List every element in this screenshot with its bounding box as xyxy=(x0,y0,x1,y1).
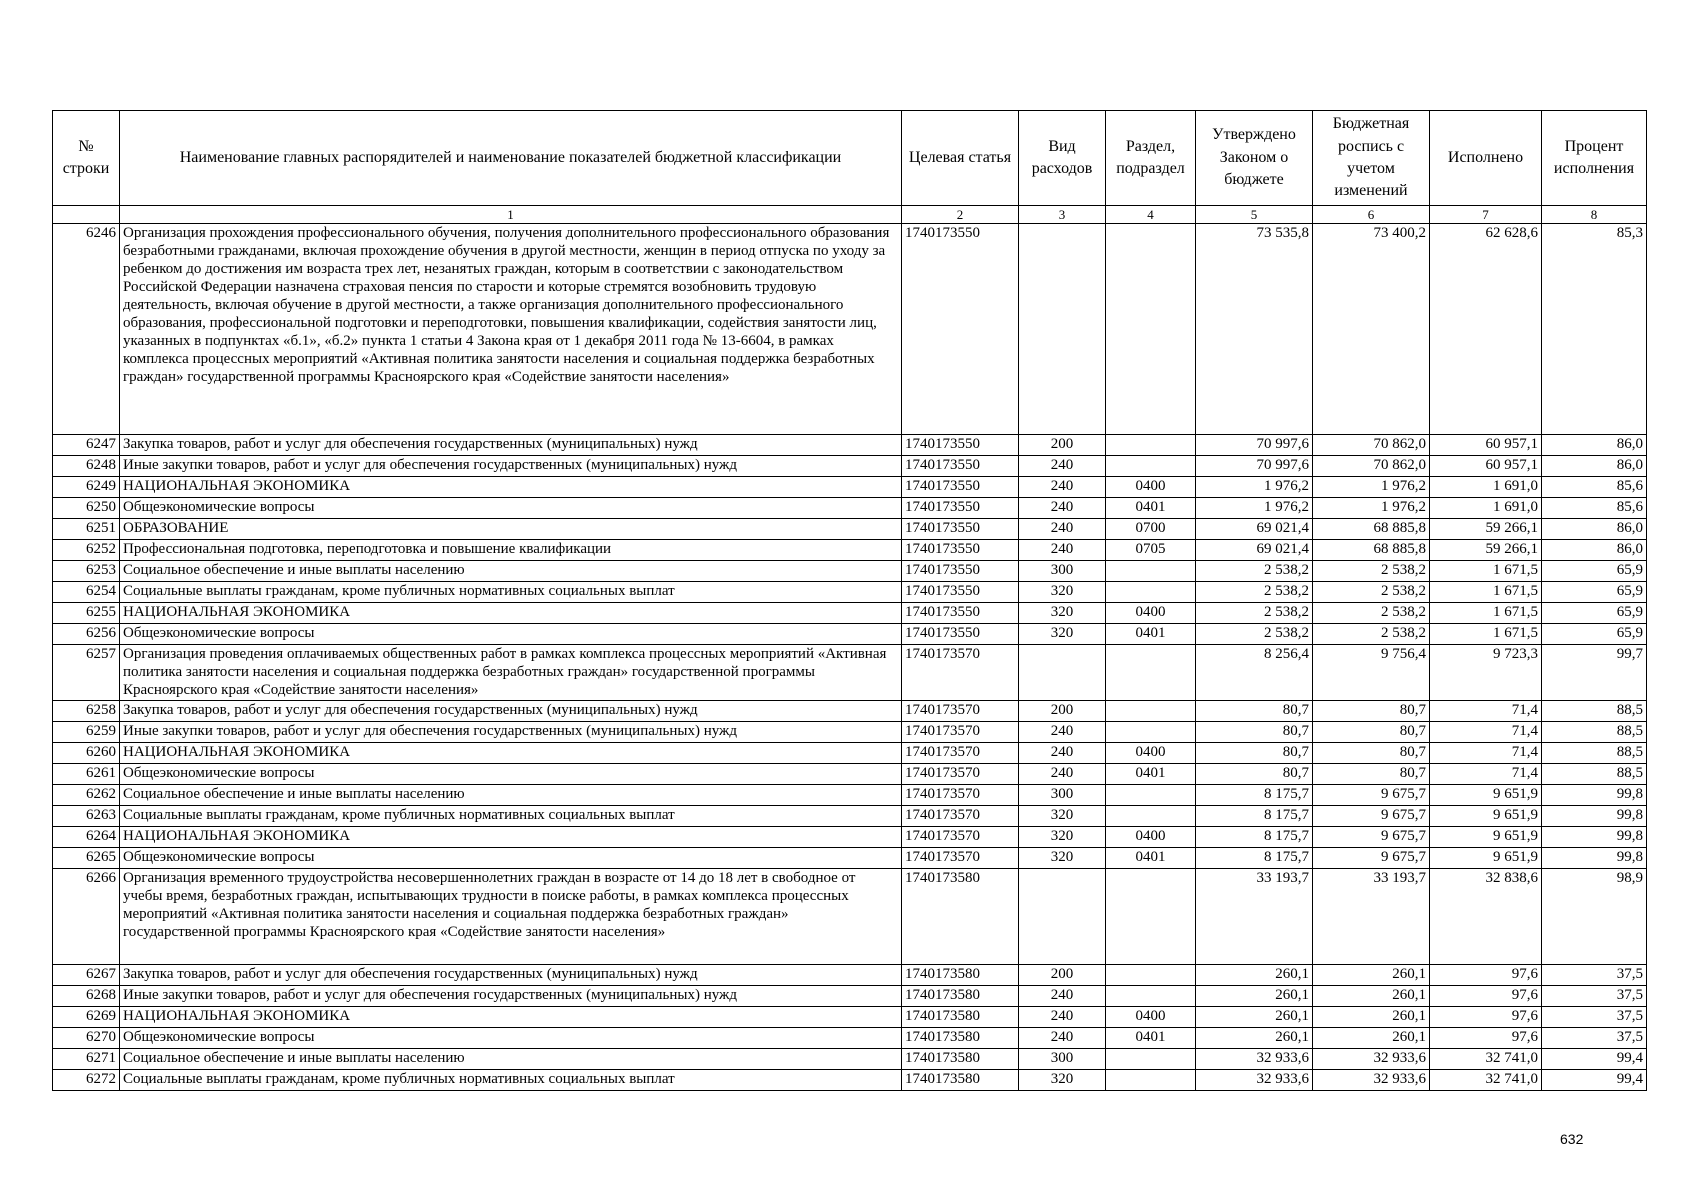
header-row-number: № строки xyxy=(53,111,120,206)
header-row xyxy=(53,111,1647,206)
expense-type: 240 xyxy=(1019,764,1106,785)
table-body xyxy=(53,224,1647,1091)
approved-amount: 2 538,2 xyxy=(1196,561,1313,582)
column-number: 2 xyxy=(902,206,1019,224)
section-code xyxy=(1106,435,1196,456)
section-code: 0700 xyxy=(1106,519,1196,540)
section-code xyxy=(1106,722,1196,743)
column-number: 7 xyxy=(1430,206,1542,224)
execution-percent: 65,9 xyxy=(1542,624,1647,645)
indicator-name: НАЦИОНАЛЬНАЯ ЭКОНОМИКА xyxy=(120,743,902,764)
indicator-name: Иные закупки товаров, работ и услуг для обеспечения государственных (муниципальных) нужд xyxy=(120,986,902,1007)
execution-percent: 37,5 xyxy=(1542,965,1647,986)
approved-amount: 70 997,6 xyxy=(1196,456,1313,477)
executed-amount: 32 838,6 xyxy=(1430,869,1542,965)
expense-type: 200 xyxy=(1019,701,1106,722)
section-code xyxy=(1106,806,1196,827)
row-number: 6259 xyxy=(53,722,120,743)
target-article: 1740173580 xyxy=(902,1049,1019,1070)
approved-amount: 2 538,2 xyxy=(1196,603,1313,624)
indicator-name: Общеэкономические вопросы xyxy=(120,498,902,519)
row-number: 6268 xyxy=(53,986,120,1007)
section-code: 0400 xyxy=(1106,743,1196,764)
executed-amount: 71,4 xyxy=(1430,764,1542,785)
indicator-name: Закупка товаров, работ и услуг для обеспечения государственных (муниципальных) нужд xyxy=(120,965,902,986)
executed-amount: 59 266,1 xyxy=(1430,519,1542,540)
indicator-name: Закупка товаров, работ и услуг для обеспечения государственных (муниципальных) нужд xyxy=(120,701,902,722)
budget-schedule-amount: 1 976,2 xyxy=(1313,477,1430,498)
section-code: 0401 xyxy=(1106,848,1196,869)
execution-percent: 99,4 xyxy=(1542,1049,1647,1070)
section-code: 0400 xyxy=(1106,477,1196,498)
indicator-name: Иные закупки товаров, работ и услуг для обеспечения государственных (муниципальных) нужд xyxy=(120,722,902,743)
indicator-name: Социальные выплаты гражданам, кроме публичных нормативных социальных выплат xyxy=(120,582,902,603)
column-number-empty xyxy=(53,206,120,224)
indicator-name: Организация проведения оплачиваемых общественных работ в рамках комплекса процессных мероприятий «Активная политика занятости населения и социальная поддержка безработных граждан» государственной программы Красноярского края «Содействие занятости населения» xyxy=(120,645,902,701)
execution-percent: 99,4 xyxy=(1542,1070,1647,1091)
execution-percent: 37,5 xyxy=(1542,986,1647,1007)
execution-percent: 88,5 xyxy=(1542,764,1647,785)
executed-amount: 1 671,5 xyxy=(1430,561,1542,582)
row-number: 6260 xyxy=(53,743,120,764)
expense-type xyxy=(1019,224,1106,435)
indicator-name: НАЦИОНАЛЬНАЯ ЭКОНОМИКА xyxy=(120,477,902,498)
budget-schedule-amount: 68 885,8 xyxy=(1313,519,1430,540)
section-code: 0401 xyxy=(1106,764,1196,785)
indicator-name: НАЦИОНАЛЬНАЯ ЭКОНОМИКА xyxy=(120,827,902,848)
row-number: 6271 xyxy=(53,1049,120,1070)
executed-amount: 60 957,1 xyxy=(1430,435,1542,456)
section-code xyxy=(1106,561,1196,582)
target-article: 1740173570 xyxy=(902,722,1019,743)
expense-type xyxy=(1019,869,1106,965)
target-article: 1740173580 xyxy=(902,869,1019,965)
budget-schedule-amount: 2 538,2 xyxy=(1313,624,1430,645)
indicator-name: Иные закупки товаров, работ и услуг для обеспечения государственных (муниципальных) нужд xyxy=(120,456,902,477)
page-number: 632 xyxy=(1560,1131,1584,1147)
row-number: 6249 xyxy=(53,477,120,498)
row-number: 6251 xyxy=(53,519,120,540)
table-row xyxy=(53,540,1647,561)
budget-execution-table xyxy=(52,110,1647,1091)
execution-percent: 65,9 xyxy=(1542,582,1647,603)
executed-amount: 97,6 xyxy=(1430,1007,1542,1028)
expense-type xyxy=(1019,645,1106,701)
row-number: 6270 xyxy=(53,1028,120,1049)
target-article: 1740173550 xyxy=(902,435,1019,456)
row-number: 6272 xyxy=(53,1070,120,1091)
row-number: 6265 xyxy=(53,848,120,869)
budget-schedule-amount: 1 976,2 xyxy=(1313,498,1430,519)
target-article: 1740173580 xyxy=(902,1007,1019,1028)
target-article: 1740173550 xyxy=(902,624,1019,645)
section-code: 0705 xyxy=(1106,540,1196,561)
expense-type: 320 xyxy=(1019,806,1106,827)
header-approved: Утверждено Законом о бюджете xyxy=(1196,111,1313,206)
approved-amount: 80,7 xyxy=(1196,764,1313,785)
row-number: 6248 xyxy=(53,456,120,477)
target-article: 1740173580 xyxy=(902,965,1019,986)
table-row xyxy=(53,561,1647,582)
indicator-name: Общеэкономические вопросы xyxy=(120,848,902,869)
budget-schedule-amount: 9 756,4 xyxy=(1313,645,1430,701)
expense-type: 240 xyxy=(1019,477,1106,498)
section-code xyxy=(1106,456,1196,477)
executed-amount: 71,4 xyxy=(1430,743,1542,764)
indicator-name: Общеэкономические вопросы xyxy=(120,764,902,785)
approved-amount: 69 021,4 xyxy=(1196,519,1313,540)
expense-type: 300 xyxy=(1019,1049,1106,1070)
expense-type: 240 xyxy=(1019,519,1106,540)
execution-percent: 99,8 xyxy=(1542,848,1647,869)
target-article: 1740173570 xyxy=(902,848,1019,869)
column-number: 3 xyxy=(1019,206,1106,224)
section-code: 0400 xyxy=(1106,603,1196,624)
budget-schedule-amount: 2 538,2 xyxy=(1313,561,1430,582)
section-code xyxy=(1106,986,1196,1007)
target-article: 1740173580 xyxy=(902,986,1019,1007)
section-code xyxy=(1106,224,1196,435)
column-number: 5 xyxy=(1196,206,1313,224)
expense-type: 240 xyxy=(1019,540,1106,561)
executed-amount: 97,6 xyxy=(1430,986,1542,1007)
approved-amount: 8 175,7 xyxy=(1196,785,1313,806)
table-row xyxy=(53,701,1647,722)
budget-schedule-amount: 80,7 xyxy=(1313,743,1430,764)
expense-type: 200 xyxy=(1019,435,1106,456)
executed-amount: 62 628,6 xyxy=(1430,224,1542,435)
column-number: 8 xyxy=(1542,206,1647,224)
row-number: 6261 xyxy=(53,764,120,785)
expense-type: 320 xyxy=(1019,624,1106,645)
column-number: 6 xyxy=(1313,206,1430,224)
target-article: 1740173570 xyxy=(902,645,1019,701)
execution-percent: 86,0 xyxy=(1542,456,1647,477)
target-article: 1740173550 xyxy=(902,456,1019,477)
budget-schedule-amount: 80,7 xyxy=(1313,701,1430,722)
executed-amount: 32 741,0 xyxy=(1430,1049,1542,1070)
indicator-name: Социальное обеспечение и иные выплаты населению xyxy=(120,785,902,806)
budget-schedule-amount: 260,1 xyxy=(1313,965,1430,986)
executed-amount: 1 671,5 xyxy=(1430,603,1542,624)
row-number: 6253 xyxy=(53,561,120,582)
execution-percent: 99,8 xyxy=(1542,806,1647,827)
table-row xyxy=(53,965,1647,986)
expense-type: 240 xyxy=(1019,743,1106,764)
execution-percent: 99,8 xyxy=(1542,785,1647,806)
target-article: 1740173550 xyxy=(902,498,1019,519)
approved-amount: 2 538,2 xyxy=(1196,582,1313,603)
execution-percent: 86,0 xyxy=(1542,435,1647,456)
row-number: 6247 xyxy=(53,435,120,456)
header-target-article: Целевая статья xyxy=(902,111,1019,206)
execution-percent: 88,5 xyxy=(1542,722,1647,743)
expense-type: 320 xyxy=(1019,603,1106,624)
target-article: 1740173570 xyxy=(902,701,1019,722)
budget-schedule-amount: 2 538,2 xyxy=(1313,582,1430,603)
budget-schedule-amount: 70 862,0 xyxy=(1313,456,1430,477)
table-row xyxy=(53,1007,1647,1028)
section-code xyxy=(1106,1049,1196,1070)
indicator-name: НАЦИОНАЛЬНАЯ ЭКОНОМИКА xyxy=(120,603,902,624)
executed-amount: 97,6 xyxy=(1430,1028,1542,1049)
table-row xyxy=(53,806,1647,827)
executed-amount: 71,4 xyxy=(1430,722,1542,743)
approved-amount: 260,1 xyxy=(1196,1028,1313,1049)
executed-amount: 59 266,1 xyxy=(1430,540,1542,561)
target-article: 1740173570 xyxy=(902,827,1019,848)
executed-amount: 9 651,9 xyxy=(1430,848,1542,869)
executed-amount: 1 671,5 xyxy=(1430,582,1542,603)
approved-amount: 1 976,2 xyxy=(1196,477,1313,498)
row-number: 6256 xyxy=(53,624,120,645)
expense-type: 300 xyxy=(1019,785,1106,806)
execution-percent: 99,8 xyxy=(1542,827,1647,848)
approved-amount: 8 175,7 xyxy=(1196,806,1313,827)
section-code: 0401 xyxy=(1106,498,1196,519)
executed-amount: 9 651,9 xyxy=(1430,827,1542,848)
execution-percent: 85,6 xyxy=(1542,498,1647,519)
budget-schedule-amount: 32 933,6 xyxy=(1313,1049,1430,1070)
budget-schedule-amount: 260,1 xyxy=(1313,1007,1430,1028)
target-article: 1740173570 xyxy=(902,806,1019,827)
target-article: 1740173550 xyxy=(902,582,1019,603)
row-number: 6257 xyxy=(53,645,120,701)
execution-percent: 98,9 xyxy=(1542,869,1647,965)
table-row xyxy=(53,869,1647,965)
approved-amount: 32 933,6 xyxy=(1196,1049,1313,1070)
target-article: 1740173550 xyxy=(902,561,1019,582)
table-row xyxy=(53,624,1647,645)
target-article: 1740173580 xyxy=(902,1028,1019,1049)
row-number: 6262 xyxy=(53,785,120,806)
target-article: 1740173580 xyxy=(902,1070,1019,1091)
header-name: Наименование главных распорядителей и наименование показателей бюджетной классификации xyxy=(120,111,902,206)
target-article: 1740173550 xyxy=(902,603,1019,624)
row-number: 6252 xyxy=(53,540,120,561)
section-code xyxy=(1106,582,1196,603)
approved-amount: 73 535,8 xyxy=(1196,224,1313,435)
section-code xyxy=(1106,869,1196,965)
table-header xyxy=(53,111,1647,224)
budget-schedule-amount: 2 538,2 xyxy=(1313,603,1430,624)
row-number: 6258 xyxy=(53,701,120,722)
row-number: 6255 xyxy=(53,603,120,624)
indicator-name: ОБРАЗОВАНИЕ xyxy=(120,519,902,540)
row-number: 6254 xyxy=(53,582,120,603)
table-row xyxy=(53,722,1647,743)
budget-schedule-amount: 73 400,2 xyxy=(1313,224,1430,435)
indicator-name: Организация прохождения профессионального обучения, получения дополнительного профессионального образования безработными гражданами, включая прохождение обучения в другой местности, женщин в период отпуска по уходу за ребенком до достижения им возраста трех лет, незанятых граждан, которым в соответствии с законодательством Российской Федерации назначена страховая пенсия по старости и которые стремятся возобновить трудовую деятельность, включая обучение в другой местности, а также организация дополнительного профессионального образования, профессиональной подготовки и переподготовки, повышения квалификации, содействия занятости лиц, указанных в подпунктах «б.1», «б.2» пункта 1 статьи 4 Закона края от 1 декабря 2011 года № 13-6604, в рамках комплекса процессных мероприятий «Активная политика занятости населения и социальная поддержка безработных граждан» государственной программы Красноярского края «Содействие занятости населения» xyxy=(120,224,902,435)
row-number: 6246 xyxy=(53,224,120,435)
expense-type: 300 xyxy=(1019,561,1106,582)
indicator-name: Социальное обеспечение и иные выплаты населению xyxy=(120,561,902,582)
execution-percent: 37,5 xyxy=(1542,1028,1647,1049)
indicator-name: Социальное обеспечение и иные выплаты населению xyxy=(120,1049,902,1070)
section-code: 0401 xyxy=(1106,624,1196,645)
expense-type: 240 xyxy=(1019,1028,1106,1049)
expense-type: 320 xyxy=(1019,1070,1106,1091)
header-executed: Исполнено xyxy=(1430,111,1542,206)
executed-amount: 32 741,0 xyxy=(1430,1070,1542,1091)
approved-amount: 69 021,4 xyxy=(1196,540,1313,561)
indicator-name: НАЦИОНАЛЬНАЯ ЭКОНОМИКА xyxy=(120,1007,902,1028)
expense-type: 240 xyxy=(1019,986,1106,1007)
approved-amount: 33 193,7 xyxy=(1196,869,1313,965)
header-budget-schedule: Бюджетная роспись с учетом изменений xyxy=(1313,111,1430,206)
row-number: 6250 xyxy=(53,498,120,519)
execution-percent: 88,5 xyxy=(1542,701,1647,722)
table-row xyxy=(53,224,1647,435)
header-section: Раздел, подраздел xyxy=(1106,111,1196,206)
section-code xyxy=(1106,701,1196,722)
expense-type: 240 xyxy=(1019,722,1106,743)
execution-percent: 99,7 xyxy=(1542,645,1647,701)
section-code xyxy=(1106,965,1196,986)
column-number: 4 xyxy=(1106,206,1196,224)
approved-amount: 70 997,6 xyxy=(1196,435,1313,456)
indicator-name: Закупка товаров, работ и услуг для обеспечения государственных (муниципальных) нужд xyxy=(120,435,902,456)
executed-amount: 9 723,3 xyxy=(1430,645,1542,701)
section-code: 0400 xyxy=(1106,1007,1196,1028)
budget-schedule-amount: 9 675,7 xyxy=(1313,827,1430,848)
approved-amount: 8 175,7 xyxy=(1196,848,1313,869)
execution-percent: 86,0 xyxy=(1542,540,1647,561)
table-row xyxy=(53,582,1647,603)
table-row xyxy=(53,477,1647,498)
indicator-name: Социальные выплаты гражданам, кроме публичных нормативных социальных выплат xyxy=(120,1070,902,1091)
table-row xyxy=(53,645,1647,701)
table-row xyxy=(53,456,1647,477)
executed-amount: 9 651,9 xyxy=(1430,785,1542,806)
approved-amount: 80,7 xyxy=(1196,743,1313,764)
execution-percent: 65,9 xyxy=(1542,561,1647,582)
approved-amount: 260,1 xyxy=(1196,986,1313,1007)
approved-amount: 80,7 xyxy=(1196,701,1313,722)
header-percent: Процент исполнения xyxy=(1542,111,1647,206)
row-number: 6263 xyxy=(53,806,120,827)
budget-schedule-amount: 70 862,0 xyxy=(1313,435,1430,456)
executed-amount: 97,6 xyxy=(1430,965,1542,986)
executed-amount: 71,4 xyxy=(1430,701,1542,722)
approved-amount: 80,7 xyxy=(1196,722,1313,743)
table-row xyxy=(53,1049,1647,1070)
table-row xyxy=(53,743,1647,764)
row-number: 6269 xyxy=(53,1007,120,1028)
budget-schedule-amount: 33 193,7 xyxy=(1313,869,1430,965)
section-code: 0401 xyxy=(1106,1028,1196,1049)
indicator-name: Социальные выплаты гражданам, кроме публичных нормативных социальных выплат xyxy=(120,806,902,827)
budget-schedule-amount: 9 675,7 xyxy=(1313,806,1430,827)
budget-schedule-amount: 260,1 xyxy=(1313,986,1430,1007)
budget-schedule-amount: 80,7 xyxy=(1313,722,1430,743)
indicator-name: Профессиональная подготовка, переподготовка и повышение квалификации xyxy=(120,540,902,561)
section-code xyxy=(1106,785,1196,806)
table-row xyxy=(53,1070,1647,1091)
executed-amount: 1 671,5 xyxy=(1430,624,1542,645)
header-expense-type: Вид расходов xyxy=(1019,111,1106,206)
table-row xyxy=(53,986,1647,1007)
target-article: 1740173570 xyxy=(902,764,1019,785)
column-number-row xyxy=(53,206,1647,224)
table-row xyxy=(53,603,1647,624)
column-number: 1 xyxy=(120,206,902,224)
table-row xyxy=(53,764,1647,785)
table-row xyxy=(53,519,1647,540)
table-row xyxy=(53,827,1647,848)
indicator-name: Общеэкономические вопросы xyxy=(120,624,902,645)
target-article: 1740173550 xyxy=(902,224,1019,435)
indicator-name: Общеэкономические вопросы xyxy=(120,1028,902,1049)
execution-percent: 88,5 xyxy=(1542,743,1647,764)
target-article: 1740173550 xyxy=(902,519,1019,540)
approved-amount: 260,1 xyxy=(1196,965,1313,986)
approved-amount: 8 256,4 xyxy=(1196,645,1313,701)
execution-percent: 85,6 xyxy=(1542,477,1647,498)
expense-type: 240 xyxy=(1019,456,1106,477)
indicator-name: Организация временного трудоустройства несовершеннолетних граждан в возрасте от 14 до 18 лет в свободное от учебы время, безработных граждан, испытывающих трудности в поиске работы, в рамках комплекса процессных мероприятий «Активная политика занятости населения и социальная поддержка безработных граждан» государственной программы Красноярского края «Содействие занятости населения» xyxy=(120,869,902,965)
approved-amount: 1 976,2 xyxy=(1196,498,1313,519)
target-article: 1740173550 xyxy=(902,477,1019,498)
section-code xyxy=(1106,645,1196,701)
budget-schedule-amount: 68 885,8 xyxy=(1313,540,1430,561)
budget-schedule-amount: 80,7 xyxy=(1313,764,1430,785)
expense-type: 320 xyxy=(1019,827,1106,848)
expense-type: 240 xyxy=(1019,1007,1106,1028)
target-article: 1740173570 xyxy=(902,743,1019,764)
approved-amount: 8 175,7 xyxy=(1196,827,1313,848)
row-number: 6266 xyxy=(53,869,120,965)
target-article: 1740173550 xyxy=(902,540,1019,561)
budget-schedule-amount: 260,1 xyxy=(1313,1028,1430,1049)
table-row xyxy=(53,785,1647,806)
execution-percent: 65,9 xyxy=(1542,603,1647,624)
section-code xyxy=(1106,1070,1196,1091)
section-code: 0400 xyxy=(1106,827,1196,848)
executed-amount: 1 691,0 xyxy=(1430,477,1542,498)
executed-amount: 9 651,9 xyxy=(1430,806,1542,827)
table-row xyxy=(53,1028,1647,1049)
approved-amount: 260,1 xyxy=(1196,1007,1313,1028)
budget-schedule-amount: 32 933,6 xyxy=(1313,1070,1430,1091)
execution-percent: 85,3 xyxy=(1542,224,1647,435)
execution-percent: 37,5 xyxy=(1542,1007,1647,1028)
executed-amount: 60 957,1 xyxy=(1430,456,1542,477)
table-row xyxy=(53,848,1647,869)
execution-percent: 86,0 xyxy=(1542,519,1647,540)
budget-schedule-amount: 9 675,7 xyxy=(1313,785,1430,806)
row-number: 6267 xyxy=(53,965,120,986)
approved-amount: 32 933,6 xyxy=(1196,1070,1313,1091)
executed-amount: 1 691,0 xyxy=(1430,498,1542,519)
target-article: 1740173570 xyxy=(902,785,1019,806)
expense-type: 320 xyxy=(1019,582,1106,603)
expense-type: 200 xyxy=(1019,965,1106,986)
expense-type: 240 xyxy=(1019,498,1106,519)
table-row xyxy=(53,498,1647,519)
approved-amount: 2 538,2 xyxy=(1196,624,1313,645)
expense-type: 320 xyxy=(1019,848,1106,869)
table-row xyxy=(53,435,1647,456)
row-number: 6264 xyxy=(53,827,120,848)
budget-schedule-amount: 9 675,7 xyxy=(1313,848,1430,869)
